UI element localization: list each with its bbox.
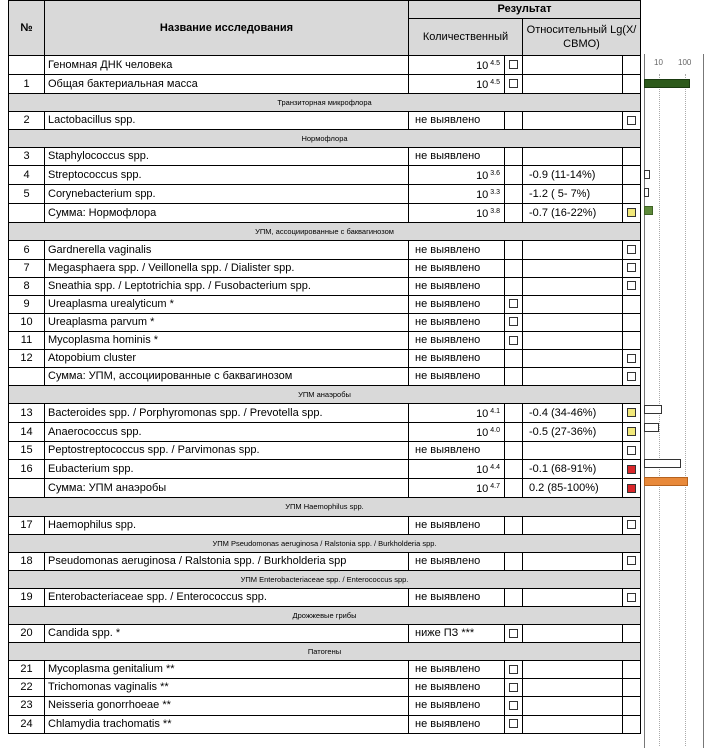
relative-check — [623, 75, 641, 94]
row-number: 14 — [9, 423, 45, 442]
relative-value: -0.1 (68-91%) — [523, 460, 623, 479]
test-name: Candida spp. * — [45, 625, 409, 643]
relative-bar — [644, 459, 681, 468]
value-exponent: 4.4 — [488, 464, 500, 472]
relative-bar — [644, 477, 688, 486]
table-row — [9, 185, 641, 204]
checkbox-icon — [509, 60, 518, 69]
section-header-row — [9, 94, 641, 112]
value-base: 10 — [476, 464, 489, 477]
relative-check — [623, 241, 641, 259]
relative-check — [623, 697, 641, 715]
row-number — [9, 56, 45, 75]
relative-check — [623, 404, 641, 423]
table-row — [9, 442, 641, 460]
quantitative-value — [409, 166, 505, 185]
test-name: Anaerococcus spp. — [45, 423, 409, 442]
quantitative-check — [505, 552, 523, 570]
row-number: 23 — [9, 697, 45, 715]
value-exponent: 4.0 — [488, 427, 500, 435]
section-title: УПМ Haemophilus spp. — [9, 498, 641, 516]
checkbox-icon — [627, 116, 636, 125]
quantitative-value — [409, 460, 505, 479]
quantitative-value: не выявлено — [409, 313, 505, 331]
test-name: Lactobacillus spp. — [45, 112, 409, 130]
relative-scale — [640, 0, 708, 748]
relative-bar — [644, 188, 649, 197]
relative-check — [623, 460, 641, 479]
row-number: 21 — [9, 661, 45, 679]
relative-bar — [644, 423, 659, 432]
relative-check — [623, 56, 641, 75]
results-table — [8, 0, 641, 734]
test-name: Streptococcus spp. — [45, 166, 409, 185]
value-exponent: 3.3 — [488, 189, 500, 197]
relative-check — [623, 368, 641, 386]
table-row — [9, 204, 641, 223]
section-title: УПМ, ассоциированные с баквагинозом — [9, 223, 641, 241]
scale-gridline-100 — [685, 74, 686, 746]
row-number: 1 — [9, 75, 45, 94]
test-name: Mycoplasma genitalium ** — [45, 661, 409, 679]
test-name: Сумма: УПМ анаэробы — [45, 479, 409, 498]
value-base: 10 — [476, 79, 489, 91]
test-name: Enterobacteriaceae spp. / Enterococcus spp. — [45, 588, 409, 606]
relative-value — [523, 715, 623, 733]
table-row — [9, 479, 641, 498]
quantitative-value: не выявлено — [409, 259, 505, 277]
row-number: 24 — [9, 715, 45, 733]
quantitative-value — [409, 404, 505, 423]
relative-value — [523, 75, 623, 94]
test-name: Corynebacterium spp. — [45, 185, 409, 204]
relative-value — [523, 277, 623, 295]
quantitative-value: не выявлено — [409, 697, 505, 715]
test-name: Геномная ДНК человека — [45, 56, 409, 75]
section-title: Дрожжевые грибы — [9, 606, 641, 624]
quantitative-check — [505, 368, 523, 386]
quantitative-check — [505, 661, 523, 679]
quantitative-check — [505, 697, 523, 715]
quantitative-check — [505, 679, 523, 697]
quantitative-value: не выявлено — [409, 350, 505, 368]
quantitative-value: не выявлено — [409, 148, 505, 166]
table-row — [9, 241, 641, 259]
quantitative-check — [505, 516, 523, 534]
scale-frame — [644, 54, 704, 748]
checkbox-icon — [627, 354, 636, 363]
table-row — [9, 166, 641, 185]
relative-bar — [644, 405, 662, 414]
quantitative-check — [505, 313, 523, 331]
quantitative-value — [409, 185, 505, 204]
row-number: 13 — [9, 404, 45, 423]
relative-check — [623, 313, 641, 331]
section-header-row — [9, 223, 641, 241]
col-header-test-name: Название исследования — [45, 1, 409, 56]
value-exponent: 4.1 — [488, 408, 500, 416]
col-header-result: Результат — [409, 1, 641, 19]
relative-check — [623, 148, 641, 166]
section-header-row — [9, 643, 641, 661]
section-header-row — [9, 386, 641, 404]
relative-value — [523, 241, 623, 259]
checkbox-icon — [627, 446, 636, 455]
quantitative-check — [505, 479, 523, 498]
row-number — [9, 479, 45, 498]
relative-value — [523, 697, 623, 715]
quantitative-value: не выявлено — [409, 295, 505, 313]
quantitative-check — [505, 460, 523, 479]
quantitative-value: не выявлено — [409, 277, 505, 295]
relative-check — [623, 588, 641, 606]
value-exponent: 3.6 — [488, 170, 500, 178]
quantitative-value: не выявлено — [409, 112, 505, 130]
quantitative-value — [409, 75, 505, 94]
test-name: Ureaplasma parvum * — [45, 313, 409, 331]
row-number: 6 — [9, 241, 45, 259]
checkbox-icon — [627, 520, 636, 529]
table-row — [9, 697, 641, 715]
table-row — [9, 625, 641, 643]
table-row — [9, 259, 641, 277]
quantitative-value: не выявлено — [409, 331, 505, 349]
test-name: Chlamydia trachomatis ** — [45, 715, 409, 733]
relative-value: 0.2 (85-100%) — [523, 479, 623, 498]
test-name: Atopobium cluster — [45, 350, 409, 368]
quantitative-check — [505, 148, 523, 166]
table-row — [9, 588, 641, 606]
quantitative-value: не выявлено — [409, 516, 505, 534]
relative-value — [523, 661, 623, 679]
quantitative-value — [409, 479, 505, 498]
table-row — [9, 404, 641, 423]
test-name: Pseudomonas aeruginosa / Ralstonia spp. / Burkholderia spp — [45, 552, 409, 570]
table-row — [9, 148, 641, 166]
checkbox-icon — [509, 336, 518, 345]
relative-value — [523, 625, 623, 643]
quantitative-check — [505, 277, 523, 295]
row-number: 4 — [9, 166, 45, 185]
quantitative-check — [505, 295, 523, 313]
test-name: Sneathia spp. / Leptotrichia spp. / Fusobacterium spp. — [45, 277, 409, 295]
relative-value — [523, 516, 623, 534]
checkbox-icon — [627, 484, 636, 493]
table-row — [9, 516, 641, 534]
relative-check — [623, 166, 641, 185]
relative-check — [623, 442, 641, 460]
row-number — [9, 368, 45, 386]
relative-value — [523, 313, 623, 331]
quantitative-value — [409, 423, 505, 442]
relative-check — [623, 259, 641, 277]
relative-value — [523, 295, 623, 313]
quantitative-value: не выявлено — [409, 442, 505, 460]
relative-value — [523, 552, 623, 570]
checkbox-icon — [627, 245, 636, 254]
table-row — [9, 552, 641, 570]
table-row — [9, 661, 641, 679]
relative-check — [623, 277, 641, 295]
test-name: Peptostreptococcus spp. / Parvimonas spp. — [45, 442, 409, 460]
relative-check — [623, 625, 641, 643]
row-number: 2 — [9, 112, 45, 130]
relative-check — [623, 715, 641, 733]
relative-check — [623, 185, 641, 204]
section-header-row — [9, 130, 641, 148]
row-number: 8 — [9, 277, 45, 295]
checkbox-icon — [627, 263, 636, 272]
relative-value — [523, 148, 623, 166]
value-base: 10 — [476, 427, 489, 440]
table-row — [9, 277, 641, 295]
relative-check — [623, 479, 641, 498]
value-base: 10 — [476, 483, 489, 496]
table-row — [9, 423, 641, 442]
relative-check — [623, 204, 641, 223]
section-title: Нормофлора — [9, 130, 641, 148]
results-body — [9, 56, 641, 734]
relative-value: -0.7 (16-22%) — [523, 204, 623, 223]
quantitative-check — [505, 350, 523, 368]
table-row — [9, 56, 641, 75]
relative-check — [623, 679, 641, 697]
relative-value: -0.4 (34-46%) — [523, 404, 623, 423]
test-name: Mycoplasma hominis * — [45, 331, 409, 349]
checkbox-icon — [627, 408, 636, 417]
relative-value: -0.5 (27-36%) — [523, 423, 623, 442]
checkbox-icon — [509, 629, 518, 638]
row-number: 12 — [9, 350, 45, 368]
relative-check — [623, 350, 641, 368]
quantitative-value: не выявлено — [409, 241, 505, 259]
test-name: Bacteroides spp. / Porphyromonas spp. / Prevotella spp. — [45, 404, 409, 423]
scale-tick-10: 10 — [654, 58, 663, 67]
row-number: 5 — [9, 185, 45, 204]
quantitative-check — [505, 331, 523, 349]
quantitative-value: не выявлено — [409, 715, 505, 733]
quantitative-check — [505, 112, 523, 130]
test-name: Staphylococcus spp. — [45, 148, 409, 166]
value-base: 10 — [476, 189, 489, 202]
quantitative-check — [505, 259, 523, 277]
table-row — [9, 460, 641, 479]
relative-check — [623, 295, 641, 313]
test-name: Neisseria gonorrhoeae ** — [45, 697, 409, 715]
section-title: УПМ Enterobacteriaceae spp. / Enterococcus spp. — [9, 570, 641, 588]
relative-value — [523, 259, 623, 277]
test-name: Ureaplasma urealyticum * — [45, 295, 409, 313]
value-exponent: 4.7 — [488, 483, 500, 491]
table-row — [9, 295, 641, 313]
row-number: 10 — [9, 313, 45, 331]
test-name: Megasphaera spp. / Veillonella spp. / Dialister spp. — [45, 259, 409, 277]
checkbox-icon — [627, 281, 636, 290]
quantitative-check — [505, 166, 523, 185]
table-row — [9, 715, 641, 733]
relative-bar — [644, 206, 653, 215]
row-number — [9, 204, 45, 223]
value-exponent: 4.5 — [488, 60, 500, 67]
checkbox-icon — [627, 372, 636, 381]
quantitative-check — [505, 625, 523, 643]
table-row — [9, 679, 641, 697]
quantitative-value: ниже ПЗ *** — [409, 625, 505, 643]
checkbox-icon — [509, 79, 518, 88]
test-name: Trichomonas vaginalis ** — [45, 679, 409, 697]
checkbox-icon — [627, 593, 636, 602]
row-number: 22 — [9, 679, 45, 697]
relative-value — [523, 350, 623, 368]
quantitative-value — [409, 56, 505, 75]
value-base: 10 — [476, 60, 489, 72]
row-number: 16 — [9, 460, 45, 479]
relative-value — [523, 368, 623, 386]
relative-value — [523, 331, 623, 349]
quantitative-check — [505, 204, 523, 223]
checkbox-icon — [509, 683, 518, 692]
checkbox-icon — [509, 317, 518, 326]
test-name: Общая бактериальная масса — [45, 75, 409, 94]
col-header-quantitative: Количественный — [409, 19, 523, 56]
relative-check — [623, 516, 641, 534]
relative-bar — [644, 79, 690, 88]
row-number: 19 — [9, 588, 45, 606]
relative-value: -0.9 (11-14%) — [523, 166, 623, 185]
row-number: 18 — [9, 552, 45, 570]
test-name: Сумма: Нормофлора — [45, 204, 409, 223]
relative-check — [623, 423, 641, 442]
relative-check — [623, 661, 641, 679]
value-base: 10 — [476, 208, 489, 221]
relative-check — [623, 552, 641, 570]
value-base: 10 — [476, 408, 489, 421]
quantitative-value: не выявлено — [409, 661, 505, 679]
relative-value — [523, 679, 623, 697]
section-title: УПМ анаэробы — [9, 386, 641, 404]
quantitative-check — [505, 56, 523, 75]
relative-value — [523, 442, 623, 460]
quantitative-value: не выявлено — [409, 368, 505, 386]
section-title: Транзиторная микрофлора — [9, 94, 641, 112]
section-header-row — [9, 570, 641, 588]
section-header-row — [9, 606, 641, 624]
relative-value: -1.2 ( 5- 7%) — [523, 185, 623, 204]
row-number: 9 — [9, 295, 45, 313]
checkbox-icon — [627, 208, 636, 217]
quantitative-value: не выявлено — [409, 679, 505, 697]
row-number: 7 — [9, 259, 45, 277]
value-base: 10 — [476, 170, 489, 183]
table-row — [9, 350, 641, 368]
quantitative-check — [505, 588, 523, 606]
quantitative-value — [409, 204, 505, 223]
quantitative-value: не выявлено — [409, 552, 505, 570]
quantitative-check — [505, 404, 523, 423]
row-number: 20 — [9, 625, 45, 643]
quantitative-value: не выявлено — [409, 588, 505, 606]
section-title: УПМ Pseudomonas aeruginosa / Ralstonia spp. / Burkholderia spp. — [9, 534, 641, 552]
checkbox-icon — [627, 427, 636, 436]
checkbox-icon — [509, 299, 518, 308]
test-name: Gardnerella vaginalis — [45, 241, 409, 259]
table-row — [9, 313, 641, 331]
table-row — [9, 368, 641, 386]
value-exponent: 4.5 — [488, 79, 500, 86]
relative-check — [623, 331, 641, 349]
quantitative-check — [505, 423, 523, 442]
table-row — [9, 112, 641, 130]
value-exponent: 3.8 — [488, 208, 500, 216]
checkbox-icon — [627, 465, 636, 474]
row-number: 3 — [9, 148, 45, 166]
section-title: Патогены — [9, 643, 641, 661]
col-header-relative: Относительный Lg(X/СВМО) — [523, 19, 641, 56]
checkbox-icon — [509, 701, 518, 710]
quantitative-check — [505, 75, 523, 94]
checkbox-icon — [509, 719, 518, 728]
table-row — [9, 331, 641, 349]
scale-tick-100: 100 — [678, 58, 692, 67]
quantitative-check — [505, 185, 523, 204]
col-header-number: № — [9, 1, 45, 56]
row-number: 17 — [9, 516, 45, 534]
checkbox-icon — [627, 556, 636, 565]
row-number: 15 — [9, 442, 45, 460]
quantitative-check — [505, 241, 523, 259]
checkbox-icon — [509, 665, 518, 674]
section-header-row — [9, 498, 641, 516]
quantitative-check — [505, 442, 523, 460]
relative-value — [523, 56, 623, 75]
relative-check — [623, 112, 641, 130]
relative-value — [523, 112, 623, 130]
section-header-row — [9, 534, 641, 552]
row-number: 11 — [9, 331, 45, 349]
table-row — [9, 75, 641, 94]
relative-value — [523, 588, 623, 606]
test-name: Сумма: УПМ, ассоциированные с баквагинозом — [45, 368, 409, 386]
quantitative-check — [505, 715, 523, 733]
relative-bar — [644, 170, 650, 179]
test-name: Haemophilus spp. — [45, 516, 409, 534]
test-name: Eubacterium spp. — [45, 460, 409, 479]
